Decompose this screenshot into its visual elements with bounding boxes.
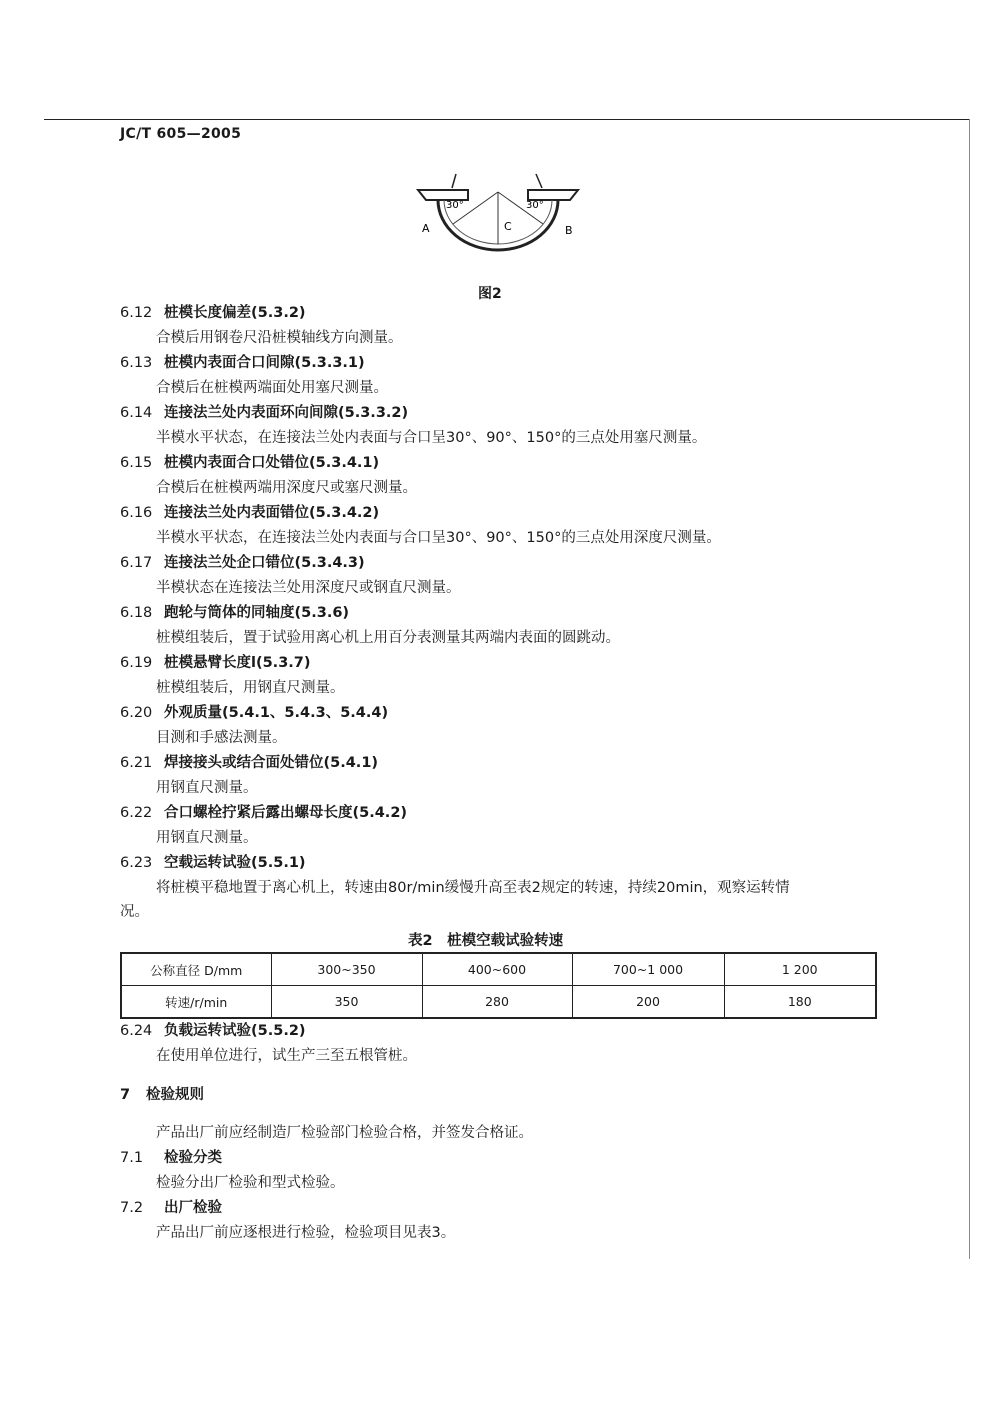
table-2 (120, 952, 877, 1019)
point-b-label: B (565, 224, 573, 237)
section-heading: 6.17 连接法兰处企口错位(5.3.4.3) (120, 555, 365, 571)
point-c-label: C (504, 220, 512, 233)
section-body: 桩模组装后，用钢直尺测量。 (156, 680, 345, 696)
table-cell: 400~600 (422, 953, 572, 986)
section-heading: 6.16 连接法兰处内表面错位(5.3.4.2) (120, 505, 380, 521)
section-body: 用钢直尺测量。 (156, 780, 258, 796)
angle-right-label: 30° (526, 200, 544, 211)
point-a-label: A (422, 222, 430, 235)
chapter-heading: 7 检验规则 (120, 1087, 204, 1103)
header-rule (44, 119, 970, 120)
section-body: 合模后在桩模两端面处用塞尺测量。 (156, 380, 388, 396)
table-cell: 300~350 (271, 953, 422, 986)
section-body: 半模水平状态，在连接法兰处内表面与合口呈30°、90°、150°的三点处用塞尺测量。 (156, 430, 707, 446)
section-heading: 6.19 桩模悬臂长度l(5.3.7) (120, 655, 311, 671)
table-cell: 180 (724, 986, 876, 1019)
section-heading: 6.23 空载运转试验(5.5.1) (120, 855, 306, 871)
table-cell: 1 200 (724, 953, 876, 986)
section-heading: 6.24 负载运转试验(5.5.2) (120, 1023, 306, 1039)
chapter-intro: 产品出厂前应经制造厂检验部门检验合格，并签发合格证。 (156, 1125, 533, 1141)
table-2-title: 表2 桩模空载试验转速 (408, 933, 564, 949)
section-heading: 6.15 桩模内表面合口处错位(5.3.4.1) (120, 455, 380, 471)
section-body: 目测和手感法测量。 (156, 730, 287, 746)
subsection-heading: 7.2 出厂检验 (120, 1200, 222, 1216)
section-body: 用钢直尺测量。 (156, 830, 258, 846)
angle-left-label: 30° (446, 200, 464, 211)
section-heading: 6.12 桩模长度偏差(5.3.2) (120, 305, 306, 321)
section-heading: 6.13 桩模内表面合口间隙(5.3.3.1) (120, 355, 365, 371)
table-header-cell: 公称直径 D/mm (121, 953, 271, 986)
section-body: 桩模组装后，置于试验用离心机上用百分表测量其两端内表面的圆跳动。 (156, 630, 620, 646)
section-body: 半模水平状态，在连接法兰处内表面与合口呈30°、90°、150°的三点处用深度尺测量。 (156, 530, 721, 546)
figure-2-diagram (408, 172, 588, 252)
section-heading: 6.21 焊接接头或结合面处错位(5.4.1) (120, 755, 379, 771)
section-body: 合模后在桩模两端用深度尺或塞尺测量。 (156, 480, 417, 496)
section-body: 半模状态在连接法兰处用深度尺或钢直尺测量。 (156, 580, 461, 596)
table-cell: 200 (572, 986, 724, 1019)
table-cell: 350 (271, 986, 422, 1019)
subsection-body: 产品出厂前应逐根进行检验，检验项目见表3。 (156, 1225, 456, 1241)
table-cell: 700~1 000 (572, 953, 724, 986)
section-heading: 6.18 跑轮与筒体的同轴度(5.3.6) (120, 605, 350, 621)
mold-flange-left (418, 190, 468, 200)
page-edge-line (969, 119, 970, 1259)
section-body: 将桩模平稳地置于离心机上，转速由80r/min缓慢升高至表2规定的转速，持续20min，观察运转情 (156, 880, 790, 896)
section-body: 在使用单位进行，试生产三至五根管桩。 (156, 1048, 417, 1064)
section-body-continued: 况。 (120, 904, 149, 920)
section-heading: 6.22 合口螺栓拧紧后露出螺母长度(5.4.2) (120, 805, 408, 821)
standard-code: JC/T 605—2005 (120, 126, 242, 142)
subsection-heading: 7.1 检验分类 (120, 1150, 222, 1166)
table-header-cell: 转速/r/min (121, 986, 271, 1019)
mold-flange-right (528, 190, 578, 200)
section-heading: 6.20 外观质量(5.4.1、5.4.3、5.4.4) (120, 705, 389, 721)
section-heading: 6.14 连接法兰处内表面环向间隙(5.3.3.2) (120, 405, 409, 421)
section-body: 合模后用钢卷尺沿桩模轴线方向测量。 (156, 330, 403, 346)
table-row (121, 953, 876, 986)
figure-caption: 图2 (478, 286, 502, 302)
table-row (121, 986, 876, 1019)
subsection-body: 检验分出厂检验和型式检验。 (156, 1175, 345, 1191)
table-cell: 280 (422, 986, 572, 1019)
